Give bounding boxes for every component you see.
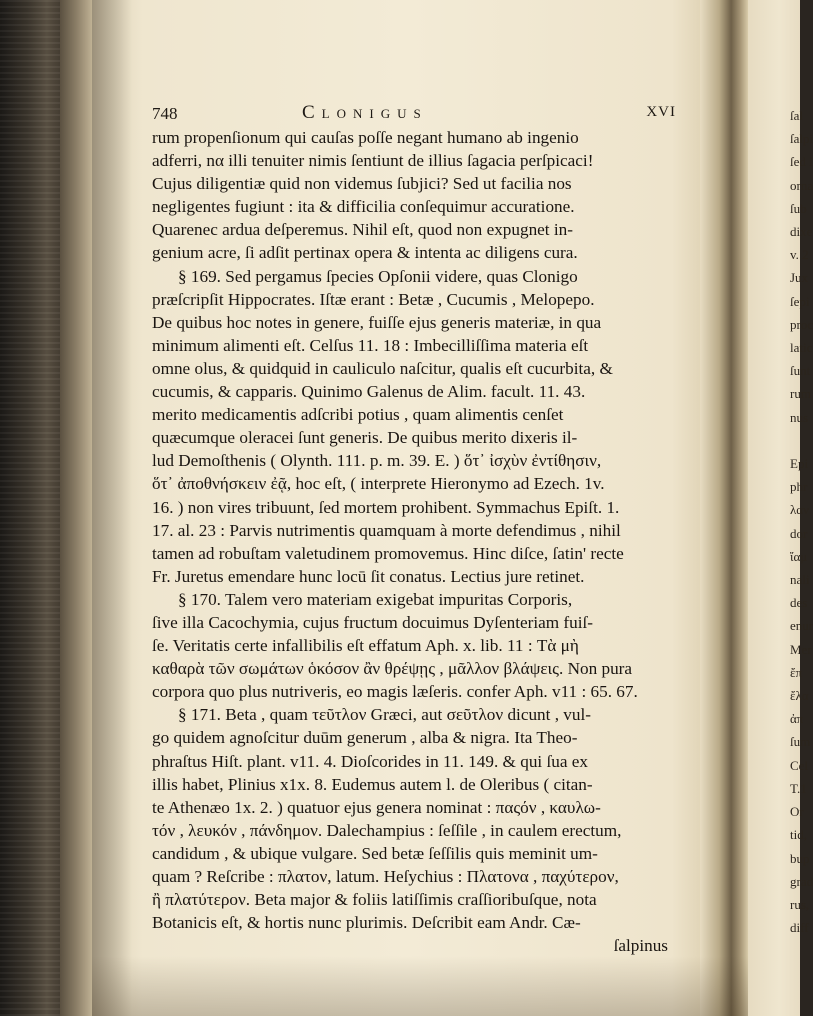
facing-page-fragment: Or bbox=[790, 804, 804, 820]
text-line: 17. al. 23 : Parvis nutrimentis quamquam à morte defendimus , nihil bbox=[152, 520, 621, 540]
text-line: rum propenſionum qui cauſas poſſe negant humano ab ingenio bbox=[152, 128, 579, 147]
text-line: lud Demoſthenis ( Olynth. 111. p. m. 39. E. ) ὅτ᾽ ἰσχὺν ἐντίθησιν, bbox=[152, 451, 602, 471]
facing-page-fragment: ſal bbox=[790, 108, 803, 123]
text-line: adferri, nα illi tenuiter nimis ſentiunt de illius ſagacia perſpicaci! bbox=[152, 151, 594, 171]
facing-page-fragment bbox=[790, 429, 800, 452]
facing-page-fragment: rus, bbox=[790, 896, 810, 912]
facing-page-fragment: des bbox=[790, 595, 808, 611]
page-shadow bbox=[92, 0, 132, 1016]
text-line: omne olus, & quidquid in cauliculo naſcitur, qualis eſt cucurbita, & bbox=[152, 358, 613, 378]
text-line: negligentes fugiunt : ita & difficilia conſequimur accuratione. bbox=[152, 197, 575, 217]
facing-page-fragment: grad bbox=[790, 873, 813, 889]
text-line: go quidem agnoſcitur duūm generum , alba & nigra. Ita Theo- bbox=[152, 728, 578, 748]
text-line: candidum , & ubique vulgare. Sed betæ ſeſſilis quis meminit um- bbox=[152, 843, 598, 863]
text-line: quæcumque oleracei ſunt generis. De quibus merito dixeris il- bbox=[152, 428, 578, 448]
facing-page-fragment: rum bbox=[790, 386, 811, 402]
facing-page-fragment: Cel bbox=[790, 757, 809, 773]
facing-page-fragment: ſub bbox=[790, 200, 807, 216]
facing-page-fragment: ſepi bbox=[790, 293, 810, 309]
text-line: phraſtus Hiſt. plant. v11. 4. Dioſcorides in 11. 149. & qui ſua ex bbox=[152, 751, 588, 771]
text-line: quam ? Reſcribe : πλατον, latum. Heſychius : Πλατονα , παχύτερον, bbox=[152, 867, 619, 886]
book-gutter bbox=[700, 0, 748, 1016]
facing-page-fragment: ſunt bbox=[790, 363, 811, 379]
text-line: ἢ πλατύτερον. Beta major & foliis latiſſimis craſſioribuſque, nota bbox=[152, 890, 597, 910]
text-line: merito medicamentis adſcribi potius , quam alimentis cenſet bbox=[152, 405, 564, 425]
text-line: illis habet, Plinius x1x. 8. Eudemus autem l. de Oleribus ( citan- bbox=[152, 774, 593, 794]
text-line: καθαρὰ τῶν σωμάτων ὁκόσον ἂν θρέψῃς , μᾶλλον βλάψεις. Non pura bbox=[152, 659, 633, 679]
text-line: te Athenæo 1x. 2. ) quatuor ejus genera nominat : παςόν , καυλω- bbox=[152, 797, 601, 817]
facing-page-fragment: Epi bbox=[790, 456, 809, 472]
text-line: Fr. Juretus emendare hunc locū ſit conatus. Lectius jure retinet. bbox=[152, 566, 585, 586]
facing-page-fragment: ſalpi bbox=[790, 131, 813, 147]
section-number: XVI bbox=[646, 104, 676, 120]
page-bottom-shadow bbox=[92, 956, 748, 1016]
text-line: tamen ad robuſtam valetudinem promovemus. Hinc diſce, ſatin' recte bbox=[152, 543, 624, 563]
text-line: § 169. Sed pergamus ſpecies Opſonii videre, quas Clonigo bbox=[178, 266, 578, 286]
facing-page-fragment: dor bbox=[790, 525, 808, 541]
facing-page bbox=[748, 0, 813, 1016]
facing-page-fragment: ἔλα bbox=[790, 688, 809, 704]
facing-page-fragment: ἴαμ bbox=[790, 548, 808, 564]
facing-page-fragment: v. 2 bbox=[790, 247, 809, 263]
facing-page-fragment: ἀπ bbox=[790, 711, 804, 727]
text-line: ſalpinus bbox=[613, 936, 668, 956]
facing-page-fragment: proc bbox=[790, 316, 813, 332]
text-line: Botanicis eſt, & hortis nunc plurimis. Deſcribit eam Andr. Cæ- bbox=[152, 913, 581, 933]
text-line: 16. ) non vires tribuunt, ſed mortem prohibent. Symmachus Epiſt. 1. bbox=[152, 497, 620, 517]
facing-page-fragment: nali bbox=[790, 572, 810, 588]
facing-page-fragment: ſum bbox=[790, 734, 811, 750]
text-line: § 171. Beta , quam τεῦτλον Græci, aut σεῦτλον dicunt , vul- bbox=[178, 705, 591, 725]
text-line: Cujus diligentiæ quid non videmus ſubjici? Sed ut facilia nos bbox=[152, 174, 572, 194]
facing-page-fragment: ἔπ bbox=[790, 664, 803, 680]
facing-page-fragments bbox=[748, 104, 813, 939]
facing-page-fragment: bup bbox=[790, 850, 810, 866]
text-line: De quibus hoc notes in genere, fuiſſe ejus generis materiæ, in qua bbox=[152, 312, 602, 332]
facing-page-fragment: dixe bbox=[790, 224, 813, 240]
facing-page-fragment: Jux bbox=[790, 270, 809, 286]
facing-page-fragment: Mer bbox=[790, 641, 812, 657]
facing-page-fragment: diff bbox=[790, 920, 809, 936]
text-line: τόν , λευκόν , πάνδημον. Dalechampius : ſeſſile , in caulem erectum, bbox=[152, 820, 622, 840]
running-title: Clonigus bbox=[302, 102, 428, 123]
text-line: cucumis, & capparis. Quinimo Galenus de Alim. facult. 11. 43. bbox=[152, 382, 586, 402]
facing-page-fragment: T.1 bbox=[790, 780, 807, 796]
facing-page-fragment: enur bbox=[790, 618, 813, 634]
text-line: Quarenec ardua deſperemus. Nihil eſt, quod non expugnet in- bbox=[152, 220, 573, 240]
facing-page-fragment: nus bbox=[790, 409, 809, 425]
text-line: corpora quo plus nutriveris, eo magis læſeris. confer Aph. v11 : 65. 67. bbox=[152, 682, 638, 702]
facing-page-fragment: orna bbox=[790, 177, 813, 193]
text-line: minimum alimenti eſt. Celſus 11. 18 : Imbecilliſſima materia eſt bbox=[152, 335, 589, 355]
text-line: præſcripſit Hippocrates. Iſtæ erant : Betæ , Cucumis , Melopepo. bbox=[152, 289, 595, 309]
facing-page-fragment: ſed i bbox=[790, 154, 813, 170]
facing-page-fragment: phr bbox=[790, 479, 808, 495]
text-line: genium acre, ſi adſit pertinax opera & intenta ac diligens cura. bbox=[152, 243, 578, 263]
facing-page-fragment: latic bbox=[790, 340, 813, 356]
text-line: § 170. Talem vero materiam exigebat impuritas Corporis, bbox=[178, 589, 573, 609]
body-text bbox=[152, 126, 690, 957]
facing-page-fragment: tid, bbox=[790, 827, 807, 843]
text-line: ſive illa Cacochymia, cujus fructum docuimus Dyſenteriam fuiſ- bbox=[152, 612, 594, 632]
facing-page-fragment: λαν bbox=[790, 502, 809, 518]
text-line: ὅτ᾽ ἀποθνήσκειν ἐᾷ, hoc eſt, ( interprete Hieronymo ad Ezech. 1v. bbox=[152, 474, 605, 494]
page-number: 748 bbox=[152, 104, 178, 123]
text-line: ſe. Veritatis certe infallibilis eſt effatum Aph. x. lib. 11 : Τὰ μὴ bbox=[152, 636, 579, 656]
page-header bbox=[152, 102, 682, 128]
